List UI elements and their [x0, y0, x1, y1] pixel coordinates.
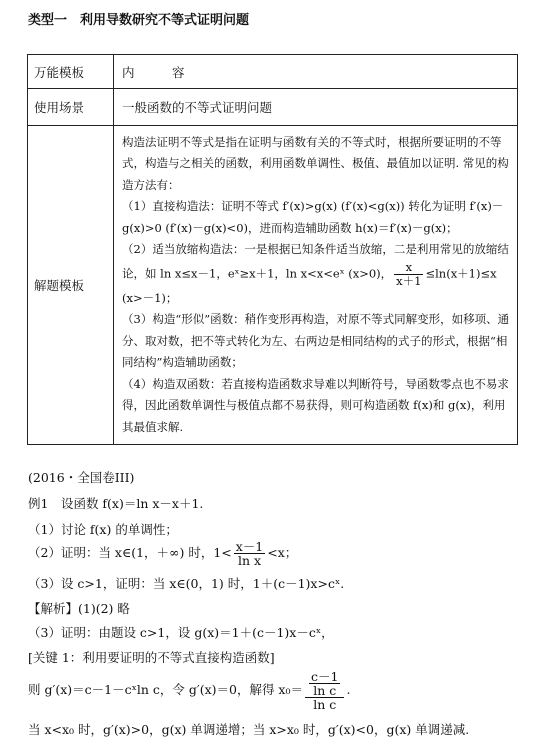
step-1: [28, 670, 350, 711]
question-1: （1）讨论 f(x) 的单调性；: [28, 522, 178, 537]
proof-line: （3）证明：由题设 c>1，设 g(x)＝1＋(c－1)x－cˣ，: [28, 625, 334, 640]
fraction: [234, 540, 266, 567]
text-span: 则 g′(x)＝c－1－cˣln c，令 g′(x)＝0，解得 x₀＝: [28, 682, 303, 697]
fraction-numerator: [305, 670, 344, 698]
fraction-denominator: ln c: [313, 697, 337, 712]
table-row: [28, 89, 518, 126]
fraction-denominator: ln c: [313, 683, 337, 698]
analysis-label: 【解析】(1)(2) 略: [28, 601, 130, 616]
text-span: （2）适当放缩构造法：一是根据已知条件适当放缩，二是利用常见的放缩结论，如 ln x≤x－1，eˣ≥x＋1，ln x<x<eˣ (x>0)，: [122, 242, 509, 281]
step-2: 当 x<x₀ 时，g′(x)>0，g(x) 单调递增；当 x>x₀ 时，g′(x)<0，g(x) 单调递减.: [28, 722, 470, 737]
paragraph: （4）构造双函数：若直接构造函数求导难以判断符号，导函数零点也不易求得，因此函数单调性与极值点都不易获得，则可构造函数 f(x)和 g(x)，利用其最值求解.: [122, 376, 509, 434]
table-row: [28, 55, 518, 89]
key-note: [关键 1：利用要证明的不等式直接构造函数]: [28, 650, 275, 665]
paragraph: 构造法证明不等式是指在证明与函数有关的不等式时，根据所要证明的不等式，构造与之相关的函数，利用函数单调性、极值、最值加以证明. 常见的构造方法有：: [122, 134, 509, 192]
row-label: 使用场景: [28, 89, 114, 126]
source-label: (2016・全国卷III): [28, 470, 135, 485]
row-value: 一般函数的不等式证明问题: [114, 89, 518, 126]
table-row: [28, 126, 518, 445]
text-span: ≤ln(x＋1)≤x (x>－1)；: [122, 266, 497, 305]
row-content: [114, 126, 518, 445]
example-statement: 例1 设函数 f(x)＝ln x－x＋1.: [28, 496, 204, 511]
fraction: [309, 670, 340, 697]
fraction-denominator: ln x: [237, 553, 262, 568]
template-table: [27, 54, 518, 445]
paragraph: （1）直接构造法：证明不等式 f′(x)>g(x) (f′(x)<g(x)) 转化为证明 f′(x)－g(x)>0 (f′(x)－g(x)<0)，进而构造辅助函数 h(x)＝f′(x)－g(x)；: [122, 199, 504, 235]
row-value: 内 容: [114, 55, 518, 89]
text-span: .: [346, 682, 351, 697]
row-label: 解题模板: [28, 126, 114, 445]
fraction: [305, 670, 344, 711]
text-span: （2）证明：当 x∈(1，＋∞) 时，1<: [28, 545, 232, 560]
fraction-denominator: x＋1: [396, 273, 422, 288]
fraction: [394, 261, 423, 288]
section-title: 类型一 利用导数研究不等式证明问题: [28, 13, 250, 28]
text-span: <x；: [267, 545, 298, 560]
paragraph: （3）构造“形似”函数：稍作变形再构造，对原不等式同解变形，如移项、通分、取对数，把不等式转化为左、右两边是相同结构的式子的形式，根据“相同结构”构造辅助函数；: [122, 312, 510, 370]
paragraph: [122, 239, 511, 309]
question-2: [28, 540, 297, 567]
question-3: （3）设 c>1，证明：当 x∈(0，1) 时，1＋(c－1)x>cˣ.: [28, 576, 345, 591]
fraction-numerator: x－1: [235, 539, 264, 554]
fraction-numerator: x: [394, 261, 423, 275]
fraction-numerator: c－1: [311, 669, 339, 684]
row-label: 万能模板: [28, 55, 114, 89]
